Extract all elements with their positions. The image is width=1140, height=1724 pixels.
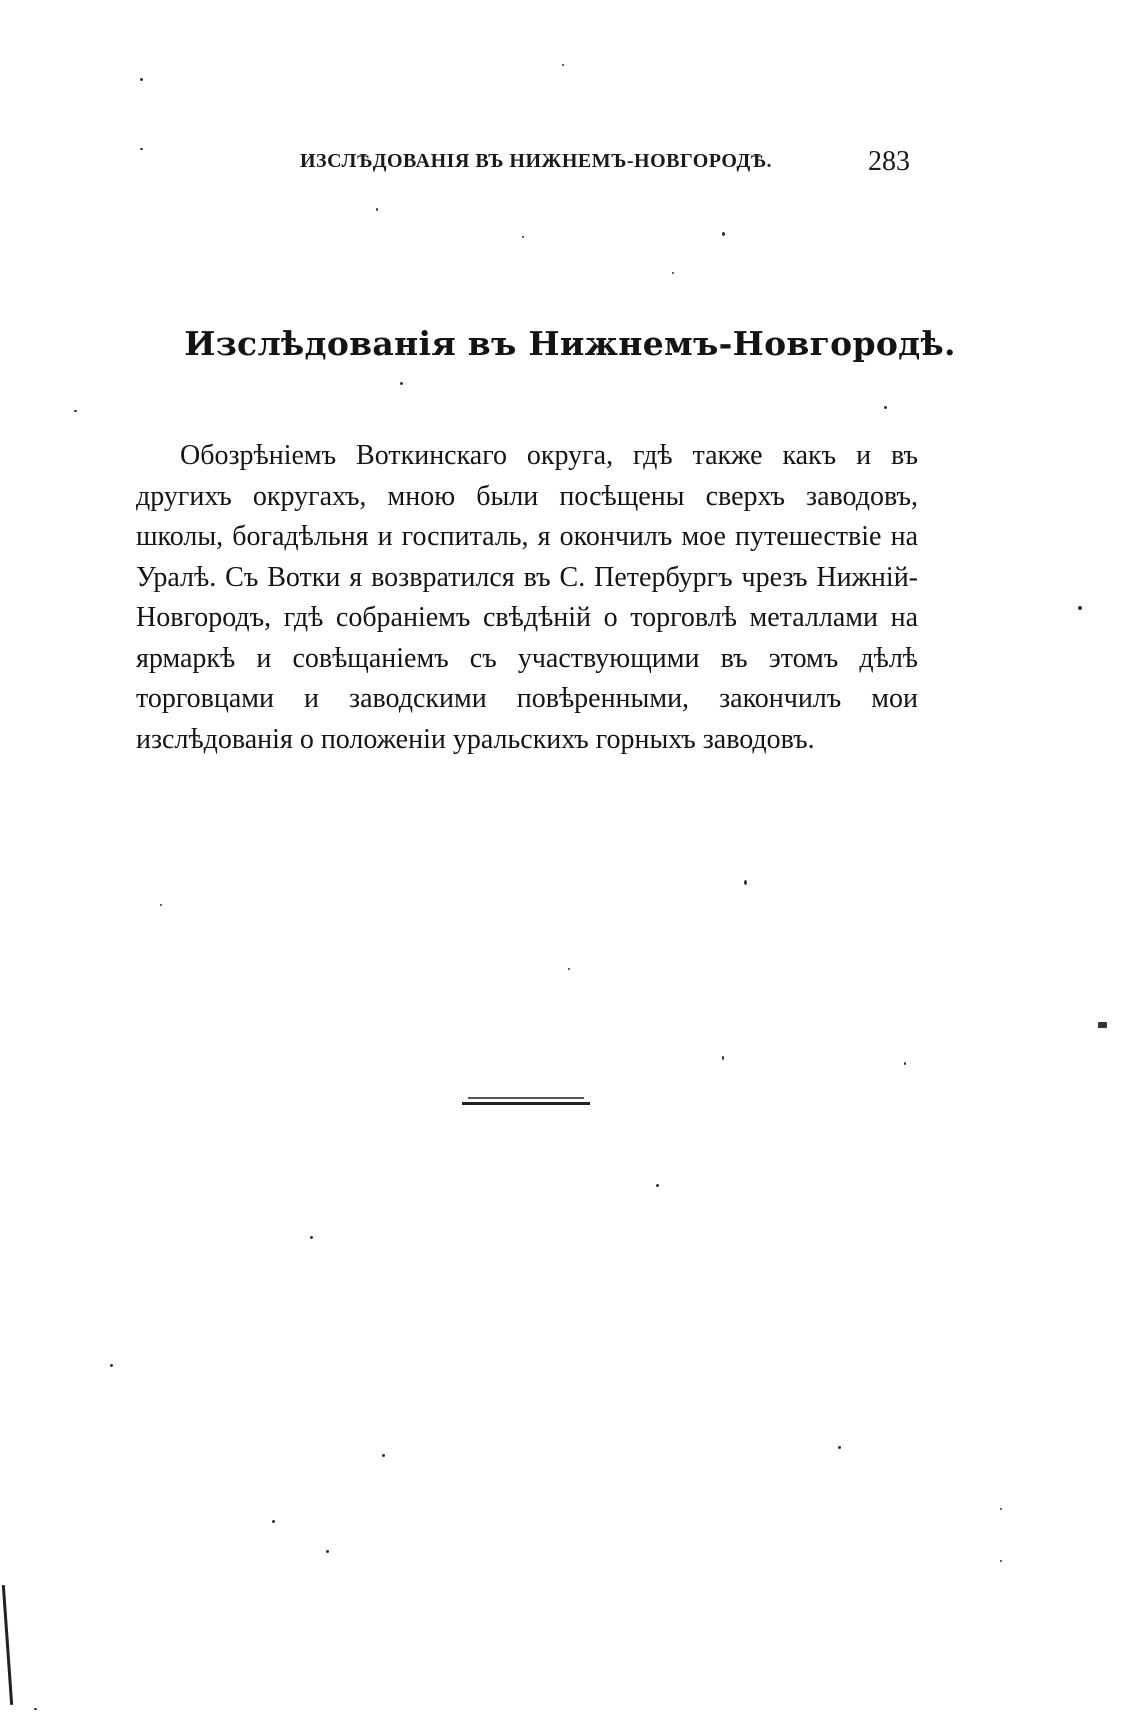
scan-speck	[1000, 1508, 1002, 1510]
scan-margin-mark	[2, 1585, 13, 1705]
scan-speck	[272, 1520, 275, 1523]
scan-speck	[884, 406, 887, 409]
section-end-ornament-top	[468, 1097, 584, 1099]
scan-speck	[656, 1184, 659, 1187]
scan-speck	[522, 236, 524, 238]
chapter-title: Изслѣдованія въ Нижнемъ-Новгородѣ.	[184, 324, 956, 364]
scan-speck	[744, 880, 747, 885]
scan-speck	[74, 410, 77, 412]
scan-speck	[34, 1708, 37, 1710]
scan-speck	[110, 1364, 113, 1367]
scan-speck	[722, 232, 725, 236]
section-end-rule	[462, 1102, 590, 1105]
scan-speck	[376, 208, 378, 211]
scan-speck	[140, 78, 143, 81]
scan-speck	[838, 1446, 841, 1449]
scan-speck	[310, 1236, 313, 1239]
body-paragraph: Обозрѣніемъ Воткинскаго округа, гдѣ также какъ и въ другихъ округахъ, мною были посѣщены сверхъ заводовъ, школы, богадѣльня и госпиталь, я окончилъ мое путешествіе на Уралѣ. Съ Вотки я возвратился въ С. Петербургъ чрезъ Нижній-Новгородъ, гдѣ собраніемъ свѣдѣній о торговлѣ металлами на ярмаркѣ и совѣщаніемъ съ участвующими въ этомъ дѣлѣ торговцами и заводскими повѣренными, закончилъ мои изслѣдованія о положеніи уральскихъ горныхъ заводовъ.	[136, 440, 918, 755]
running-head: ИЗСЛѢДОВАНІЯ ВЪ НИЖНЕМЪ-НОВГОРОДѢ.	[300, 150, 772, 172]
scan-speck	[672, 272, 674, 274]
scan-speck	[568, 968, 570, 970]
scan-speck	[160, 904, 162, 906]
scan-speck	[326, 1550, 329, 1553]
scan-speck	[1078, 606, 1082, 610]
scan-speck	[1098, 1022, 1107, 1028]
scan-speck	[722, 1056, 724, 1060]
scan-speck	[562, 64, 564, 66]
scan-speck	[904, 1062, 906, 1065]
scan-speck	[382, 1454, 385, 1457]
scan-speck	[400, 382, 403, 385]
scan-speck	[1000, 1560, 1002, 1562]
scan-speck	[140, 148, 143, 150]
page-number: 283	[868, 146, 910, 177]
